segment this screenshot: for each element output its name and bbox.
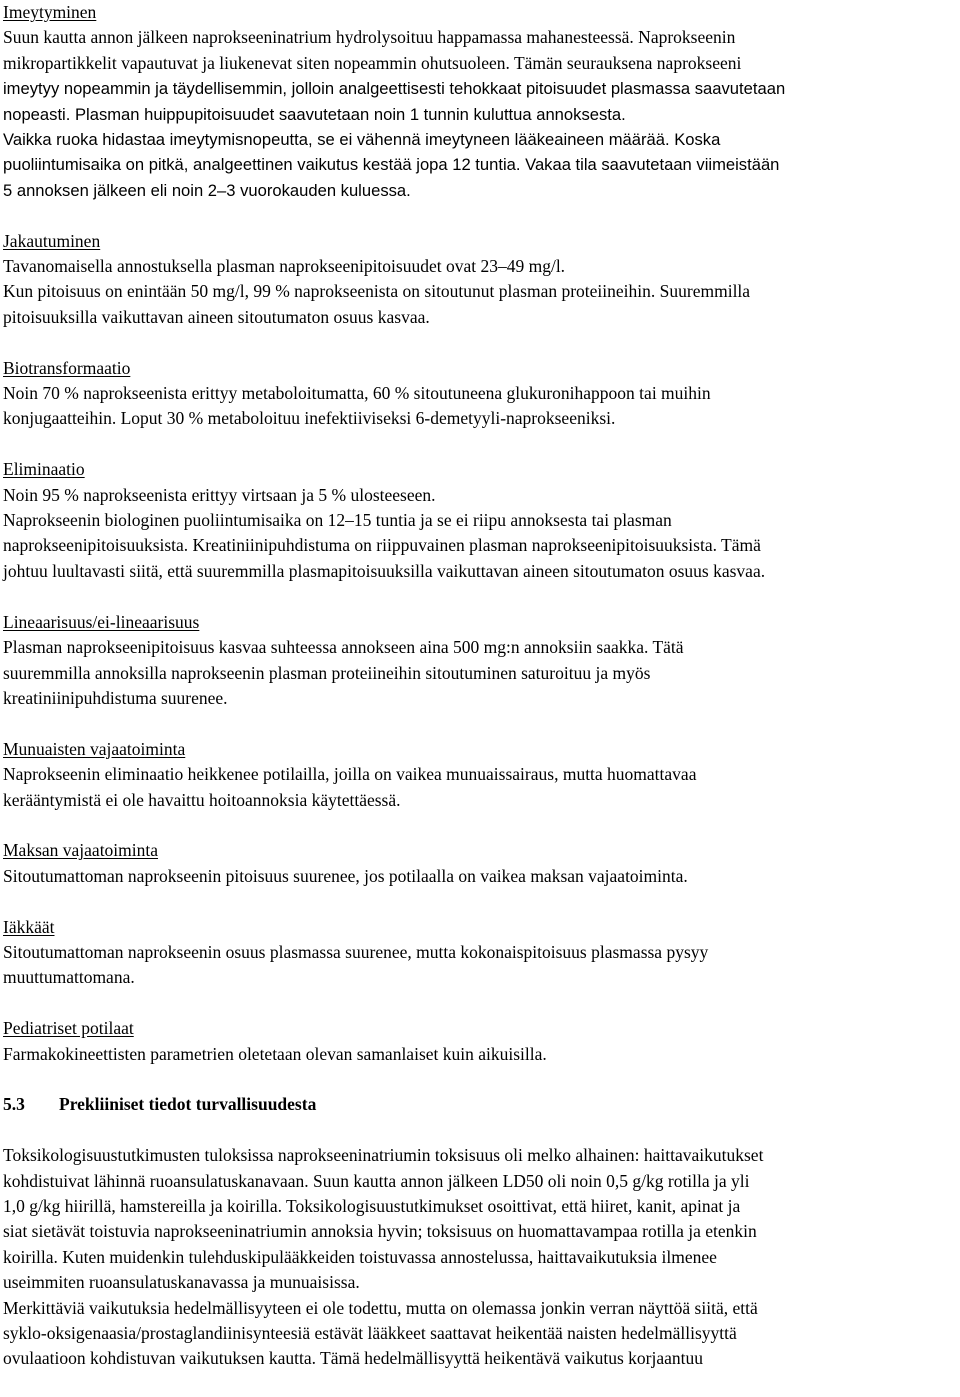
chapter-title: Prekliiniset tiedot turvallisuudesta xyxy=(59,1094,317,1115)
section-jakautuminen xyxy=(3,229,955,331)
paragraph-line: Merkittäviä vaikutuksia hedelmällisyyteen ei ole todettu, mutta on olemassa jonkin verran näyttöä siitä, että xyxy=(3,1297,758,1318)
paragraph-line: puoliintumisaika on pitkä, analgeettinen vaikutus kestää jopa 12 tuntia. Vakaa tila saavutetaan viimeistään xyxy=(3,155,780,175)
document-page xyxy=(3,0,955,1397)
paragraph-line: Suun kautta annon jälkeen naprokseeninatrium hydrolysoituu happamassa mahanesteessä. Naprokseenin xyxy=(3,27,736,48)
paragraph-line: suuremmilla annoksilla naprokseenin plasman proteiineihin sitoutuminen saturoituu ja myös xyxy=(3,662,651,683)
paragraph-line: johtuu luultavasti siitä, että suuremmilla plasmapitoisuuksilla vaikuttavan aineen sitoutumaton osuus kasvaa. xyxy=(3,560,766,581)
paragraph-line: koirilla. Kuten muidenkin tulehduskipulääkkeiden toistuvassa annostelussa, haittavaikutuksia ilmenee xyxy=(3,1246,717,1267)
section-biotransformaatio xyxy=(3,356,955,432)
section-iakkaat xyxy=(3,915,955,991)
paragraph-line: Kun pitoisuus on enintään 50 mg/l, 99 % naprokseenista on sitoutunut plasman proteiineihin. Suuremmilla xyxy=(3,281,751,302)
chapter-number: 5.3 xyxy=(3,1094,25,1115)
chapter-heading xyxy=(3,1092,955,1117)
section-lineaarisuus xyxy=(3,610,955,712)
paragraph-line: mikropartikkelit vapautuvat ja liukenevat siten nopeammin ohutsuoleen. Tämän seurauksena naprokseeni xyxy=(3,52,742,73)
paragraph-line: Farmakokineettisten parametrien oletetaan olevan samanlaiset kuin aikuisilla. xyxy=(3,1043,547,1064)
paragraph-line: konjugaatteihin. Loput 30 % metaboloituu inefektiiviseksi 6-demetyyli-naprokseeniksi. xyxy=(3,408,616,429)
paragraph-line: Toksikologisuustutkimusten tuloksissa naprokseeninatriumin toksisuus oli melko alhainen: haittavaikutukset xyxy=(3,1145,764,1166)
section-maksan-vajaatoiminta xyxy=(3,838,955,889)
paragraph-line: Naprokseenin eliminaatio heikkenee potilailla, joilla on vaikea munuaissairaus, mutta huomattavaa xyxy=(3,764,697,785)
section-heading: Eliminaatio xyxy=(3,459,85,480)
section-heading: Pediatriset potilaat xyxy=(3,1018,134,1039)
section-preclinical xyxy=(3,1143,955,1372)
paragraph-line: Naprokseenin biologinen puoliintumisaika on 12–15 tuntia ja se ei riipu annoksesta tai plasman xyxy=(3,510,672,531)
paragraph-line: kohdistuivat lähinnä ruoansulatuskanavaan. Suun kautta annon jälkeen LD50 oli noin 0,5 g/kg rotilla ja yli xyxy=(3,1170,750,1191)
paragraph-line: pitoisuuksilla vaikuttavan aineen sitoutumaton osuus kasvaa. xyxy=(3,306,430,327)
paragraph-line: imeytyy nopeammin ja täydellisemmin, jolloin analgeettisesti tehokkaat pitoisuudet plasmassa saavutetaan xyxy=(3,79,786,99)
paragraph-line: Noin 95 % naprokseenista erittyy virtsaan ja 5 % ulosteeseen. xyxy=(3,484,436,505)
paragraph-line: 1,0 g/kg hiirillä, hamstereilla ja koirilla. Toksikologisuustutkimukset osoittivat, että hiiret, kanit, apinat ja xyxy=(3,1195,741,1216)
section-eliminaatio xyxy=(3,457,955,584)
paragraph-line: kreatiniinipuhdistuma suurenee. xyxy=(3,687,228,708)
paragraph-line: muuttumattomana. xyxy=(3,967,135,988)
paragraph-line: kerääntymistä ei ole havaittu hoitoannoksia käytettäessä. xyxy=(3,789,401,810)
paragraph-line: Vaikka ruoka hidastaa imeytymisnopeutta, se ei vähennä imeytyneen lääkeaineen määrää. Koska xyxy=(3,130,721,150)
section-munuaisten-vajaatoiminta xyxy=(3,737,955,813)
paragraph-line: Noin 70 % naprokseenista erittyy metaboloitumatta, 60 % sitoutuneena glukuronihappoon tai muihin xyxy=(3,383,711,404)
paragraph-line: Plasman naprokseenipitoisuus kasvaa suhteessa annokseen aina 500 mg:n annoksiin saakka. Tätä xyxy=(3,637,684,658)
paragraph-line: useimmiten ruoansulatuskanavassa ja munuaisissa. xyxy=(3,1272,360,1293)
paragraph-line: nopeasti. Plasman huippupitoisuudet saavutetaan noin 1 tunnin kuluttua annoksesta. xyxy=(3,104,626,124)
section-heading: Munuaisten vajaatoiminta xyxy=(3,738,186,759)
section-imeytyminen xyxy=(3,0,955,203)
paragraph-line: naprokseenipitoisuuksista. Kreatiniinipuhdistuma on riippuvainen plasman naprokseenipitoisuuksista. Tämä xyxy=(3,535,761,556)
section-heading: Lineaarisuus/ei-lineaarisuus xyxy=(3,611,200,632)
section-pediatriset-potilaat xyxy=(3,1016,955,1067)
section-heading: Imeytyminen xyxy=(3,2,97,22)
paragraph-line: Sitoutumattoman naprokseenin pitoisuus suurenee, jos potilaalla on vaikea maksan vajaatoiminta. xyxy=(3,865,688,886)
paragraph-line: siat sietävät toistuvia naprokseeninatriumin annoksia hyvin; toksisuus on huomattavampaa rotilla ja etenkin xyxy=(3,1221,757,1242)
section-heading: Iäkkäät xyxy=(3,916,55,937)
paragraph-line: syklo-oksigenaasia/prostaglandiinisynteesiä estävät lääkkeet saattavat heikentää naisten hedelmällisyyttä xyxy=(3,1322,737,1343)
paragraph-line: Tavanomaisella annostuksella plasman naprokseenipitoisuudet ovat 23–49 mg/l. xyxy=(3,256,566,277)
section-heading: Jakautuminen xyxy=(3,230,101,251)
paragraph-line: Sitoutumattoman naprokseenin osuus plasmassa suurenee, mutta kokonaispitoisuus plasmassa pysyy xyxy=(3,941,709,962)
paragraph-line: 5 annoksen jälkeen eli noin 2–3 vuorokauden kuluessa. xyxy=(3,180,411,200)
section-heading: Maksan vajaatoiminta xyxy=(3,840,159,861)
paragraph-line: ovulaatioon kohdistuvan vaikutuksen kautta. Tämä hedelmällisyyttä heikentävä vaikutus korjaantuu xyxy=(3,1348,703,1369)
section-heading: Biotransformaatio xyxy=(3,357,131,378)
